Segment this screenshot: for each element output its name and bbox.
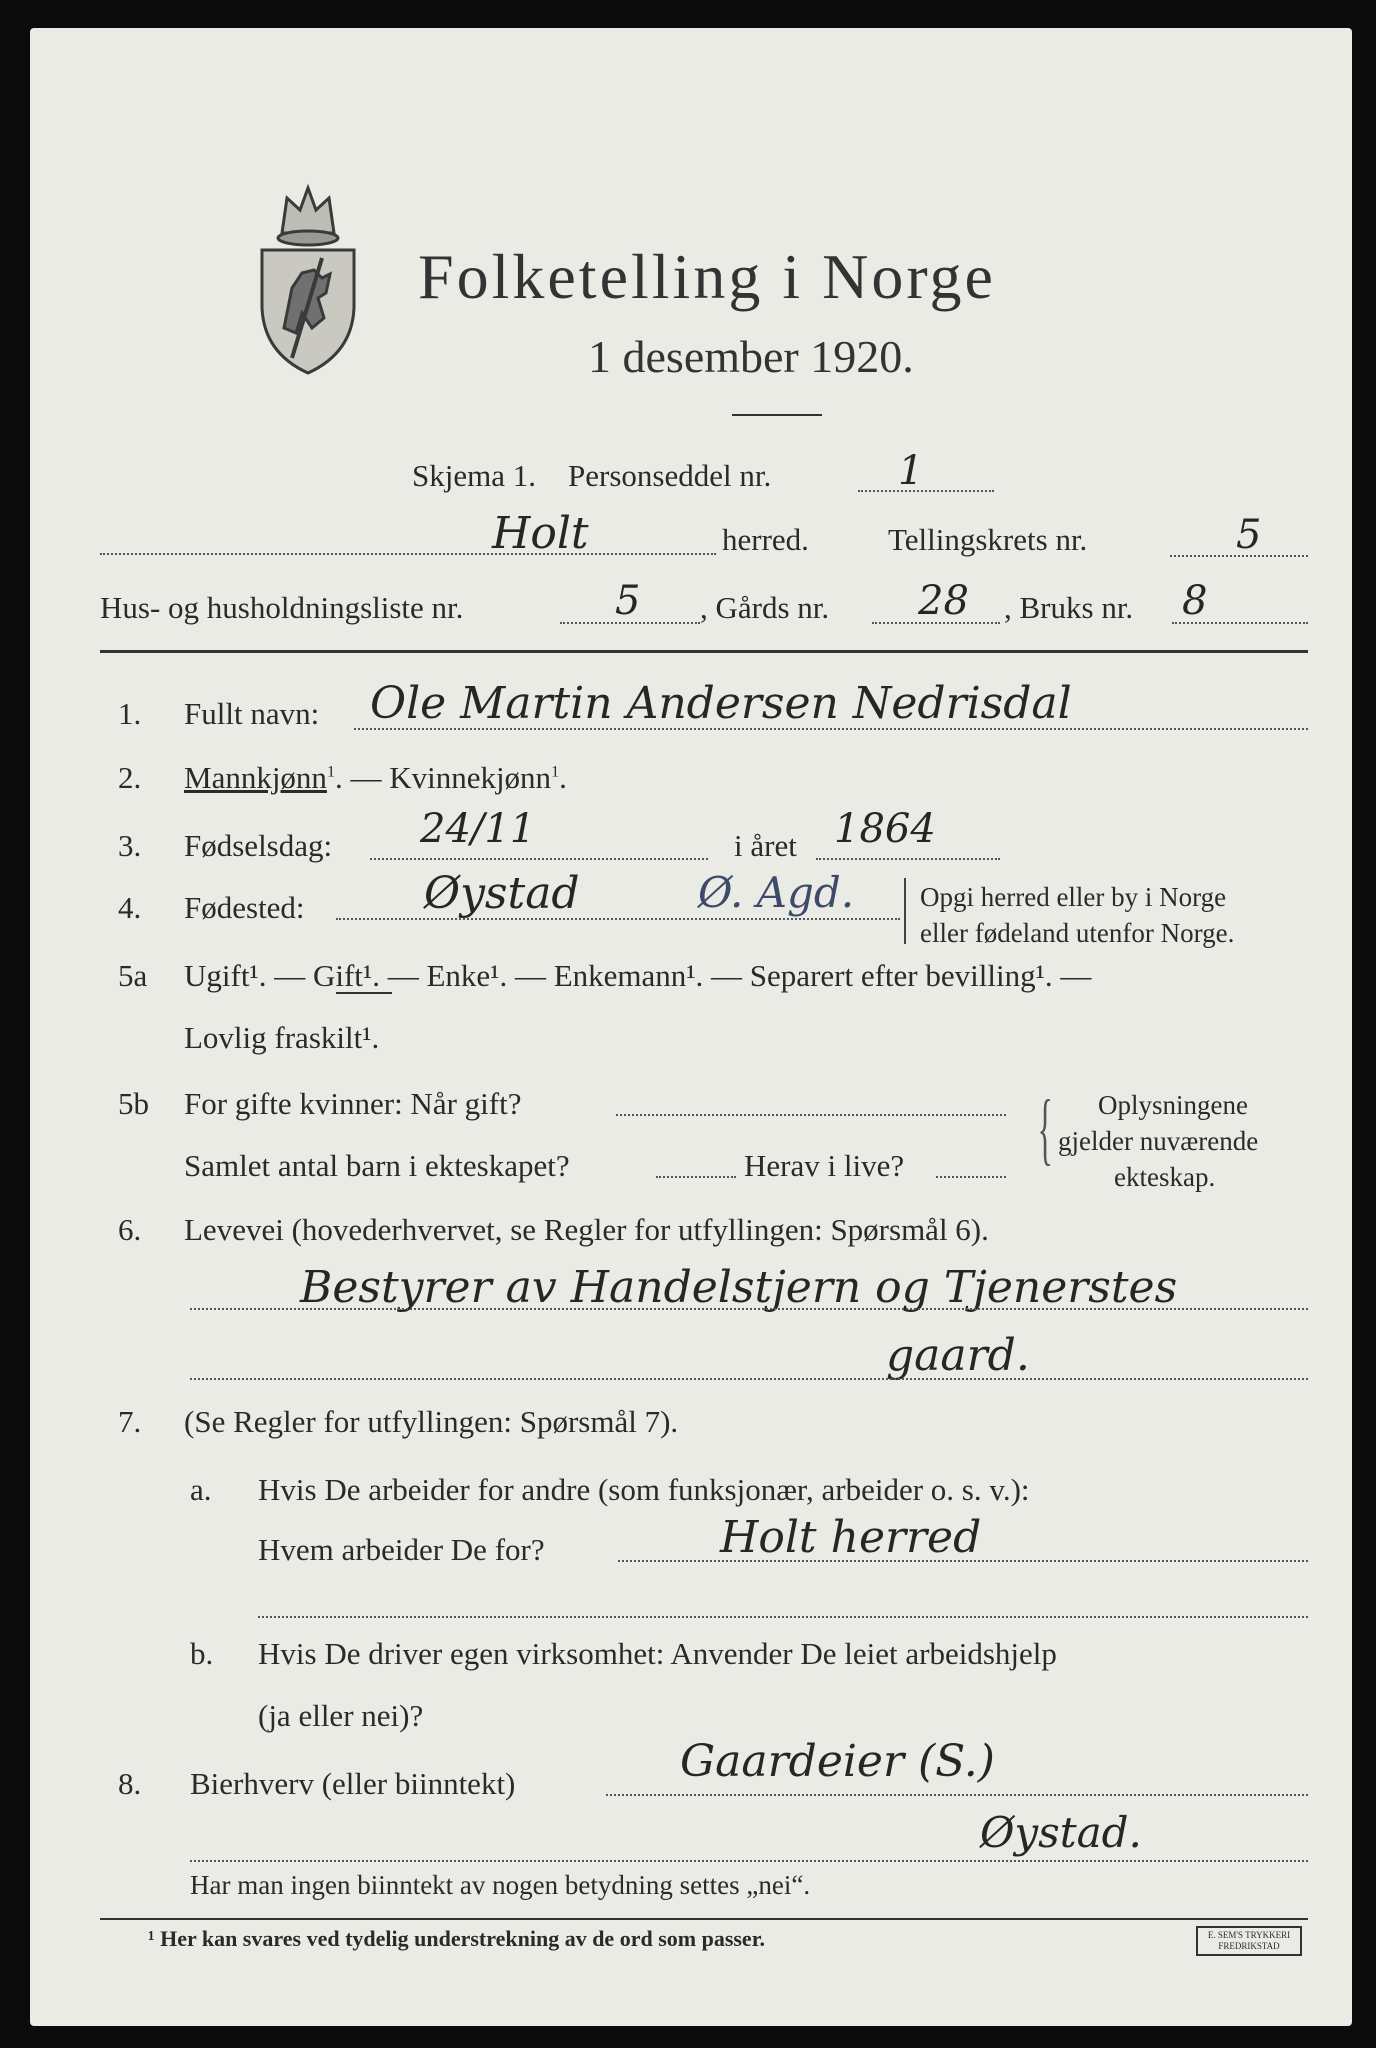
q7b-line-1: Hvis De driver egen virksomhet: Anvender De leiet arbeidshjelp — [258, 1636, 1057, 1671]
birthplace-value: Øystad — [424, 868, 580, 919]
side-occupation-place: Øystad. — [980, 1808, 1142, 1857]
bruks-label: , Bruks nr. — [1004, 590, 1134, 625]
q2-number: 2. — [118, 760, 142, 795]
skjema-label: Skjema 1. — [412, 458, 536, 493]
q5b-note-2: gjelder nuværende — [1058, 1126, 1259, 1156]
q7-label: (Se Regler for utfyllingen: Spørsmål 7). — [184, 1404, 679, 1439]
q1-number: 1. — [118, 696, 142, 731]
q7a-number: a. — [190, 1472, 212, 1507]
occupation-value-2: gaard. — [886, 1330, 1030, 1381]
q7a-dots-2 — [258, 1616, 1308, 1618]
q5b-line-2b: Herav i live? — [744, 1148, 905, 1183]
q5b-note-1: Oplysningene — [1098, 1090, 1248, 1120]
personseddel-dots — [858, 490, 994, 492]
q8-number: 8. — [118, 1766, 142, 1801]
herred-dots — [100, 553, 716, 555]
q7b-line-2: (ja eller nei)? — [258, 1698, 424, 1733]
q1-label: Fullt navn: — [184, 696, 320, 731]
title-divider — [732, 414, 822, 416]
q8-note: Har man ingen biinntekt av nogen betydning settes „nei“. — [190, 1870, 811, 1900]
q4-label: Fødested: — [184, 890, 305, 925]
year-label: i året — [734, 828, 797, 863]
birth-year-value: 1864 — [834, 806, 936, 852]
q4-note-bracket — [904, 878, 906, 944]
q4-dots — [336, 918, 900, 920]
q5b-dots-2 — [656, 1176, 736, 1178]
footnote: ¹ Her kan svares ved tydelig understrekning av de ord som passer. — [148, 1926, 765, 1951]
employer-value: Holt herred — [720, 1512, 982, 1563]
q2-options: Mannkjønn$^1$. — Kvinnekjønn$^1$. — [184, 760, 567, 795]
q4-number: 4. — [118, 890, 142, 925]
year-dots — [816, 858, 1000, 860]
tellingskrets-value: 5 — [1236, 512, 1262, 558]
marital-status-options-2: Lovlig fraskilt¹. — [184, 1020, 380, 1055]
birthdate-value: 24/11 — [420, 806, 536, 852]
printer-stamp: E. SEM'S TRYKKERI FREDRIKSTAD — [1196, 1926, 1302, 1956]
q3-dots — [370, 858, 708, 860]
q7a-line-1: Hvis De arbeider for andre (som funksjonær, arbeider o. s. v.): — [258, 1472, 1030, 1507]
header-rule — [100, 650, 1308, 653]
gards-label: , Gårds nr. — [700, 590, 830, 625]
q7-number: 7. — [118, 1404, 142, 1439]
q8-dots-1 — [606, 1794, 1308, 1796]
bruks-value: 8 — [1182, 578, 1208, 624]
q5b-note-3: ekteskap. — [1114, 1162, 1216, 1192]
side-occupation-value: Gaardeier (S.) — [680, 1736, 995, 1787]
q5b-dots-3 — [936, 1176, 1006, 1178]
q5b-note-brace: { — [1037, 1085, 1053, 1173]
q4-note-1: Opgi herred eller by i Norge — [920, 882, 1227, 912]
q7b-number: b. — [190, 1636, 214, 1671]
female-option: Kvinnekjønn — [389, 760, 552, 795]
coat-of-arms-icon — [252, 178, 364, 378]
q3-label: Fødselsdag: — [184, 828, 333, 863]
q5b-line-2: Samlet antal barn i ekteskapet? — [184, 1148, 570, 1183]
full-name-value: Ole Martin Andersen Nedrisdal — [370, 678, 1072, 729]
gender-separator: . — — [334, 760, 390, 795]
birthplace-annotation: Ø. Agd. — [698, 868, 855, 917]
gift-underline — [336, 992, 392, 994]
q6-number: 6. — [118, 1212, 142, 1247]
q5b-dots-1 — [616, 1114, 1006, 1116]
q6-dots-2 — [190, 1378, 1308, 1380]
gards-value: 28 — [918, 578, 969, 624]
q6-label: Levevei (hovederhvervet, se Regler for utfyllingen: Spørsmål 6). — [184, 1212, 989, 1247]
occupation-value-1: Bestyrer av Handelstjern og Tjenerstes — [300, 1262, 1178, 1313]
q8-label: Bierhverv (eller biinntekt) — [190, 1766, 516, 1801]
husliste-label: Hus- og husholdningsliste nr. — [100, 590, 464, 625]
q3-number: 3. — [118, 828, 142, 863]
husliste-value: 5 — [615, 578, 641, 624]
q7a-line-2: Hvem arbeider De for? — [258, 1532, 545, 1567]
herred-label: herred. — [722, 522, 809, 557]
q5a-number: 5a — [118, 958, 148, 993]
q4-note-2: eller fødeland utenfor Norge. — [920, 918, 1235, 948]
q6-dots-1 — [190, 1308, 1308, 1310]
form-date: 1 desember 1920. — [588, 331, 914, 382]
herred-value: Holt — [492, 508, 589, 559]
personseddel-label: Personseddel nr. — [568, 458, 772, 493]
q8-dots-2 — [190, 1860, 1308, 1862]
q5b-number: 5b — [118, 1086, 149, 1121]
male-option: Mannkjønn — [184, 760, 327, 795]
marital-status-options: Ugift¹. — Gift¹. — Enke¹. — Enkemann¹. — Separert efter bevilling¹. — — [184, 958, 1092, 993]
footnote-rule — [100, 1918, 1308, 1920]
q5b-line-1: For gifte kvinner: Når gift? — [184, 1086, 522, 1121]
personseddel-value: 1 — [898, 448, 924, 494]
tellingskrets-label: Tellingskrets nr. — [888, 522, 1088, 557]
form-title: Folketelling i Norge — [418, 241, 996, 312]
